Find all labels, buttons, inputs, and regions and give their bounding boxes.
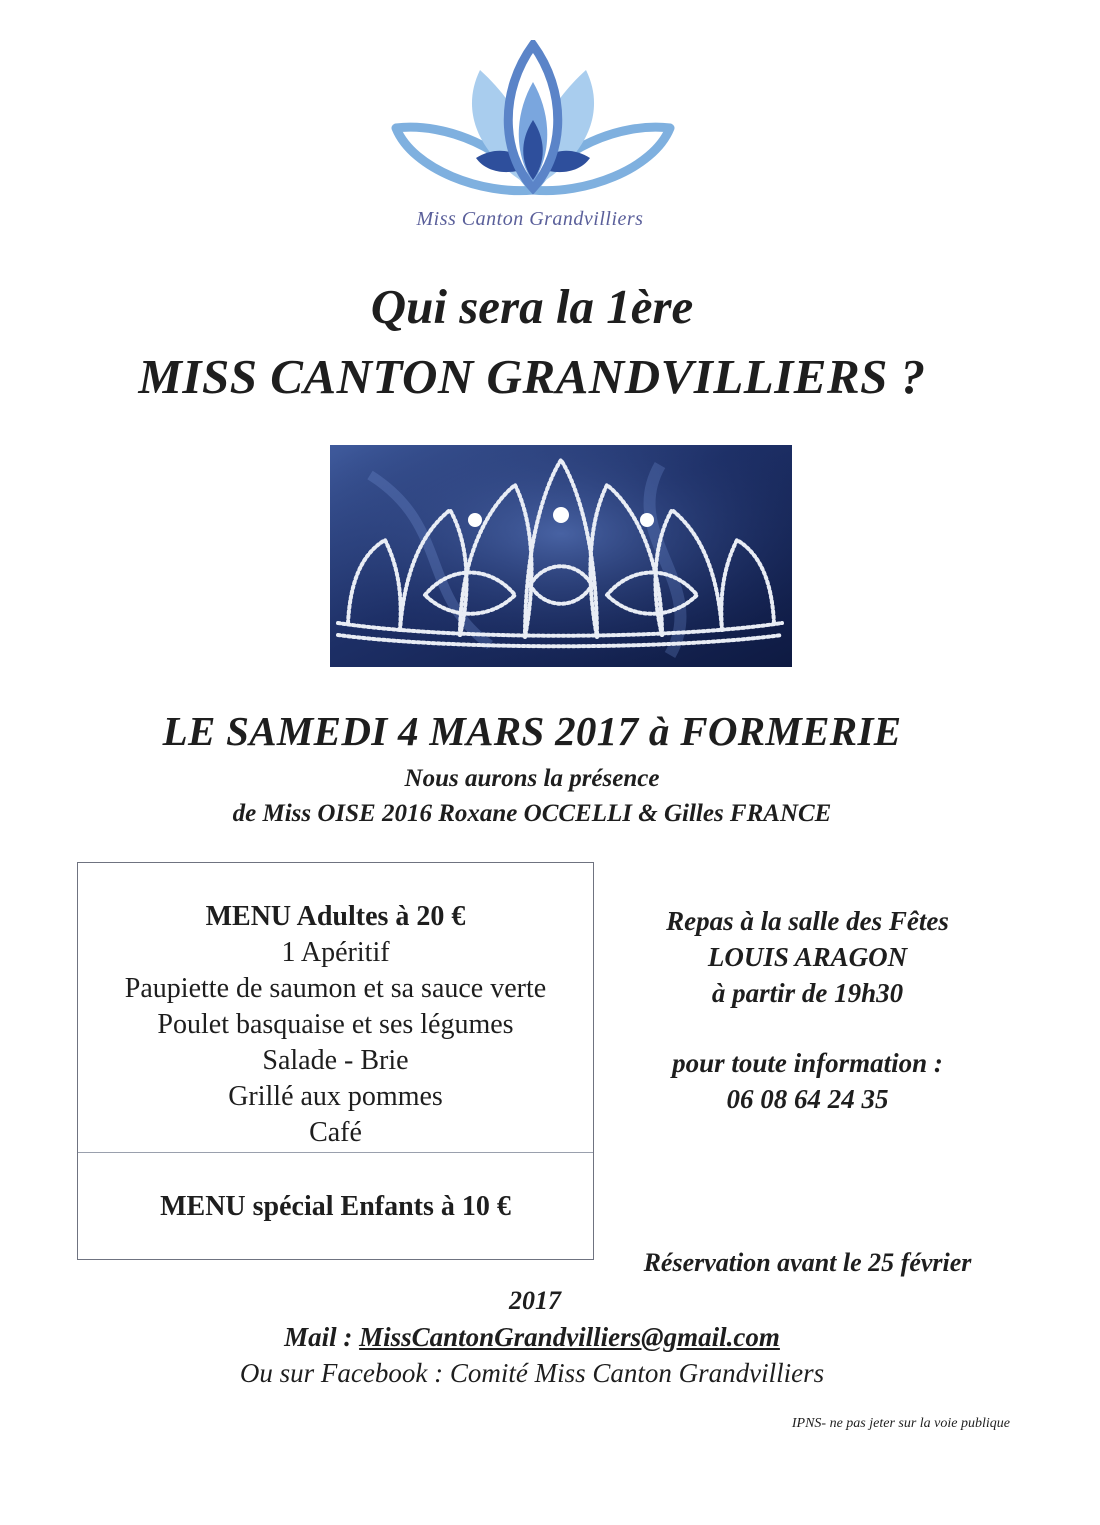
menu-item: Grillé aux pommes <box>228 1081 443 1112</box>
menu-item: Salade - Brie <box>262 1045 409 1076</box>
menu-divider <box>78 1152 593 1153</box>
menu-item: Paupiette de saumon et sa sauce verte <box>124 973 547 1004</box>
mail-link[interactable]: MissCantonGrandvilliers@gmail.com <box>359 1322 780 1352</box>
venue-line2: LOUIS ARAGON <box>707 942 908 972</box>
ipns-notice: IPNS- ne pas jeter sur la voie publique <box>791 1416 1010 1431</box>
menu-item: Poulet basquaise et ses légumes <box>157 1009 514 1040</box>
presence-line1: Nous aurons la présence <box>404 765 660 792</box>
children-menu-title: MENU spécial Enfants à 10 € <box>160 1191 511 1222</box>
venue-line1: Repas à la salle des Fêtes <box>666 906 949 936</box>
phone-number: 06 08 64 24 35 <box>726 1084 889 1114</box>
headline-line1: Qui sera la 1ère <box>370 279 694 334</box>
venue-time: à partir de 19h30 <box>711 978 904 1008</box>
menu-item: 1 Apéritif <box>281 937 390 968</box>
mail-label: Mail : <box>284 1322 360 1352</box>
event-date-line: LE SAMEDI 4 MARS 2017 à FORMERIE <box>162 708 902 754</box>
facebook-line: Ou sur Facebook : Comité Miss Canton Grandvilliers <box>239 1358 825 1388</box>
menu-item: Café <box>309 1117 362 1148</box>
logo-text: Miss Canton Grandvilliers <box>416 208 644 230</box>
info-label: pour toute information : <box>672 1048 943 1078</box>
crown-photo <box>330 445 792 667</box>
adult-menu-title: MENU Adultes à 20 € <box>205 901 466 932</box>
reservation-text: Réservation avant le 25 février <box>643 1248 972 1277</box>
lotus-logo-icon <box>388 40 678 210</box>
reservation-year: 2017 <box>509 1286 561 1315</box>
mail-line <box>0 1322 1064 1353</box>
presence-line2: de Miss OISE 2016 Roxane OCCELLI & Gilles FRANCE <box>232 800 832 827</box>
headline-line2: MISS CANTON GRANDVILLIERS ? <box>138 349 926 404</box>
menu-box <box>77 862 594 1260</box>
